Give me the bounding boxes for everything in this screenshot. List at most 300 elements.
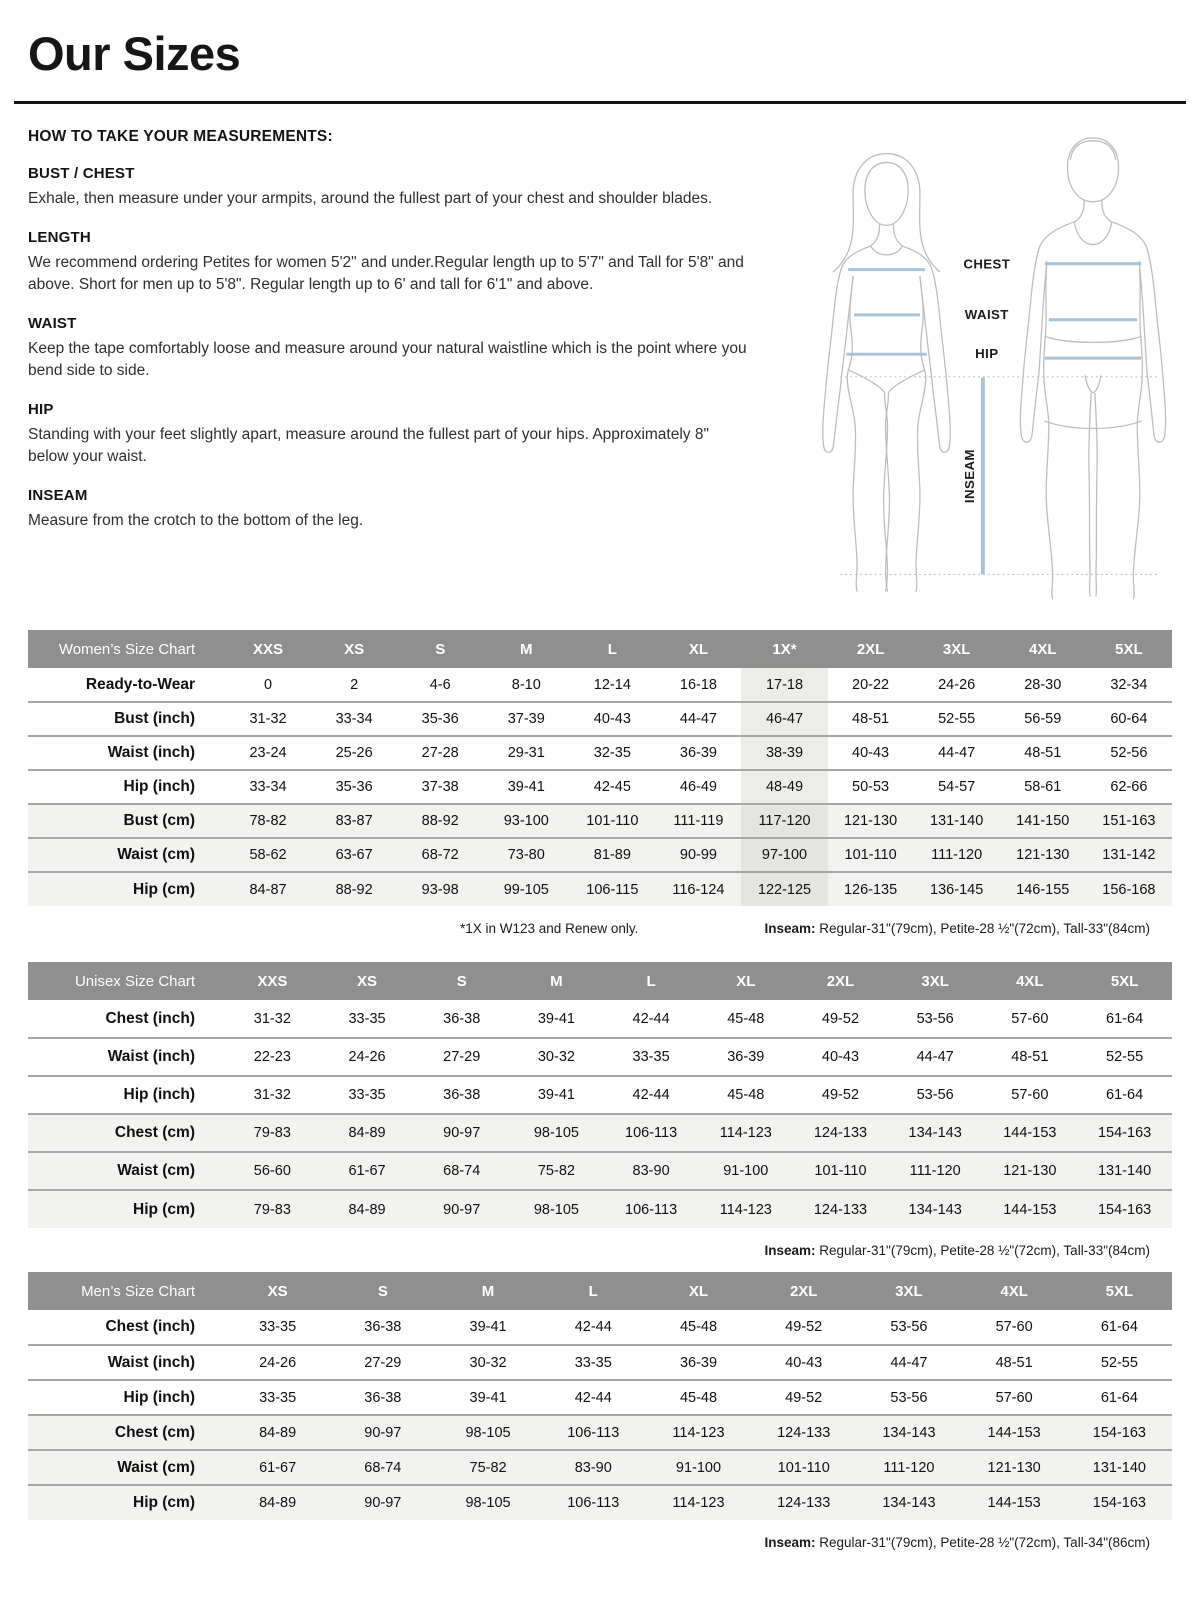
- size-cell: 106-115: [569, 872, 655, 906]
- size-cell: 28-30: [1000, 668, 1086, 702]
- size-cell: 84-89: [320, 1190, 415, 1228]
- size-cell: 48-49: [741, 770, 827, 804]
- size-cell: 44-47: [856, 1345, 961, 1380]
- column-header-3xl: 3XL: [914, 630, 1000, 668]
- size-cell: 23-24: [225, 736, 311, 770]
- size-cell: 84-89: [320, 1114, 415, 1152]
- row-label: Waist (cm): [28, 1152, 225, 1190]
- size-cell: 98-105: [509, 1114, 604, 1152]
- size-cell: 38-39: [741, 736, 827, 770]
- size-cell: 136-145: [914, 872, 1000, 906]
- size-cell: 91-100: [698, 1152, 793, 1190]
- size-cell: 49-52: [751, 1380, 856, 1415]
- table-row: [28, 668, 1172, 702]
- column-header-xxs: XXS: [225, 962, 320, 1000]
- size-cell: 144-153: [962, 1485, 1067, 1520]
- size-cell: 61-64: [1077, 1000, 1172, 1038]
- size-cell: 83-90: [604, 1152, 699, 1190]
- inseam-note: [764, 1243, 1150, 1258]
- row-label: Waist (cm): [28, 1450, 225, 1485]
- mens-size-chart-table: [28, 1272, 1172, 1520]
- size-cell: 111-119: [655, 804, 741, 838]
- size-cell: 126-135: [828, 872, 914, 906]
- size-cell: 91-100: [646, 1450, 751, 1485]
- size-cell: 88-92: [397, 804, 483, 838]
- size-cell: 121-130: [983, 1152, 1078, 1190]
- row-label: Chest (cm): [28, 1415, 225, 1450]
- column-header-m: M: [509, 962, 604, 1000]
- size-cell: 98-105: [435, 1485, 540, 1520]
- size-cell: 151-163: [1086, 804, 1172, 838]
- inseam-note-text: Regular-31"(79cm), Petite-28 ½"(72cm), Tall-33"(84cm): [815, 921, 1150, 936]
- size-cell: 106-113: [604, 1190, 699, 1228]
- size-cell: 144-153: [962, 1415, 1067, 1450]
- size-cell: 73-80: [483, 838, 569, 872]
- size-cell: 27-29: [330, 1345, 435, 1380]
- size-cell: 57-60: [962, 1310, 1067, 1345]
- size-cell: 50-53: [828, 770, 914, 804]
- column-header-3xl: 3XL: [856, 1272, 961, 1310]
- size-cell: 53-56: [888, 1000, 983, 1038]
- inseam-label: INSEAM: [962, 449, 978, 504]
- size-cell: 75-82: [509, 1152, 604, 1190]
- section-body: We recommend ordering Petites for women 5'2" and under.Regular length up to 5'7" and Tall for 5'8" and above. Short for men up to 5'8". Regular length up to 6' and tall for 6'1" and above.: [28, 254, 744, 293]
- row-label: Waist (cm): [28, 838, 225, 872]
- row-label: Chest (inch): [28, 1000, 225, 1038]
- size-cell: 114-123: [646, 1485, 751, 1520]
- size-cell: 97-100: [741, 838, 827, 872]
- size-cell: 24-26: [914, 668, 1000, 702]
- size-cell: 98-105: [509, 1190, 604, 1228]
- womens-footnotes: [28, 921, 1172, 936]
- size-cell: 134-143: [856, 1415, 961, 1450]
- size-cell: 68-74: [330, 1450, 435, 1485]
- size-cell: 31-32: [225, 702, 311, 736]
- size-cell: 114-123: [698, 1114, 793, 1152]
- row-label: Bust (inch): [28, 702, 225, 736]
- size-cell: 48-51: [1000, 736, 1086, 770]
- size-cell: 31-32: [225, 1000, 320, 1038]
- row-label: Waist (inch): [28, 736, 225, 770]
- table-row: [28, 1380, 1172, 1415]
- section-title: LENGTH: [28, 229, 91, 246]
- size-cell: 144-153: [983, 1114, 1078, 1152]
- table-title: Men’s Size Chart: [28, 1272, 225, 1310]
- size-cell: 124-133: [793, 1114, 888, 1152]
- column-header-xs: XS: [225, 1272, 330, 1310]
- column-header-xxs: XXS: [225, 630, 311, 668]
- size-cell: 60-64: [1086, 702, 1172, 736]
- size-cell: 84-89: [225, 1485, 330, 1520]
- size-cell: 44-47: [914, 736, 1000, 770]
- column-header-s: S: [330, 1272, 435, 1310]
- size-cell: 33-35: [320, 1076, 415, 1114]
- size-cell: 49-52: [751, 1310, 856, 1345]
- size-cell: 46-49: [655, 770, 741, 804]
- size-cell: 121-130: [962, 1450, 1067, 1485]
- size-cell: 75-82: [435, 1450, 540, 1485]
- size-cell: 53-56: [856, 1380, 961, 1415]
- inseam-note-label: Inseam:: [764, 921, 816, 936]
- size-cell: 45-48: [698, 1000, 793, 1038]
- mens-size-chart-section: [28, 1272, 1172, 1550]
- size-cell: 45-48: [646, 1380, 751, 1415]
- column-header-1x*: 1X*: [741, 630, 827, 668]
- table-row: [28, 1038, 1172, 1076]
- row-label: Hip (cm): [28, 872, 225, 906]
- size-cell: 111-120: [856, 1450, 961, 1485]
- size-cell: 79-83: [225, 1114, 320, 1152]
- unisex-footnotes: [28, 1243, 1172, 1258]
- size-cell: 90-97: [330, 1485, 435, 1520]
- title-divider: [14, 101, 1186, 104]
- size-cell: 79-83: [225, 1190, 320, 1228]
- column-header-l: L: [604, 962, 699, 1000]
- size-cell: 144-153: [983, 1190, 1078, 1228]
- size-cell: 53-56: [888, 1076, 983, 1114]
- size-cell: 48-51: [828, 702, 914, 736]
- size-cell: 40-43: [828, 736, 914, 770]
- size-cell: 36-39: [698, 1038, 793, 1076]
- size-cell: 61-64: [1077, 1076, 1172, 1114]
- column-header-5xl: 5XL: [1067, 1272, 1172, 1310]
- size-cell: 146-155: [1000, 872, 1086, 906]
- column-header-l: L: [569, 630, 655, 668]
- section-title: HIP: [28, 401, 54, 418]
- size-cell: 27-29: [414, 1038, 509, 1076]
- row-label: Waist (inch): [28, 1038, 225, 1076]
- size-cell: 36-38: [414, 1000, 509, 1038]
- size-cell: 49-52: [793, 1000, 888, 1038]
- table-row: [28, 1000, 1172, 1038]
- size-cell: 30-32: [435, 1345, 540, 1380]
- section-body: Measure from the crotch to the bottom of the leg.: [28, 512, 364, 529]
- size-cell: 39-41: [435, 1380, 540, 1415]
- column-header-xl: XL: [655, 630, 741, 668]
- size-cell: 32-35: [569, 736, 655, 770]
- unisex-size-chart-table: [28, 962, 1172, 1228]
- size-cell: 90-97: [330, 1415, 435, 1450]
- table-row: [28, 1415, 1172, 1450]
- size-cell: 90-97: [414, 1190, 509, 1228]
- size-cell: 101-110: [793, 1152, 888, 1190]
- size-cell: 90-99: [655, 838, 741, 872]
- size-cell: 40-43: [793, 1038, 888, 1076]
- size-cell: 46-47: [741, 702, 827, 736]
- column-header-xs: XS: [311, 630, 397, 668]
- size-cell: 45-48: [646, 1310, 751, 1345]
- size-cell: 42-44: [604, 1000, 699, 1038]
- size-cell: 57-60: [983, 1076, 1078, 1114]
- size-cell: 12-14: [569, 668, 655, 702]
- row-label: Waist (inch): [28, 1345, 225, 1380]
- column-header-2xl: 2XL: [793, 962, 888, 1000]
- table-row: [28, 770, 1172, 804]
- measurement-instructions: [28, 128, 776, 600]
- size-cell: 45-48: [698, 1076, 793, 1114]
- size-cell: 30-32: [509, 1038, 604, 1076]
- column-header-4xl: 4XL: [962, 1272, 1067, 1310]
- size-cell: 52-56: [1086, 736, 1172, 770]
- size-cell: 33-35: [225, 1380, 330, 1415]
- size-cell: 106-113: [604, 1114, 699, 1152]
- man-figure-outline: [1020, 138, 1165, 599]
- size-cell: 33-34: [225, 770, 311, 804]
- size-cell: 121-130: [828, 804, 914, 838]
- size-cell: 33-35: [541, 1345, 646, 1380]
- size-cell: 124-133: [751, 1485, 856, 1520]
- size-cell: 78-82: [225, 804, 311, 838]
- size-cell: 154-163: [1067, 1485, 1172, 1520]
- row-label: Bust (cm): [28, 804, 225, 838]
- section-bust-chest: [28, 165, 776, 210]
- womens-size-chart-table: [28, 630, 1172, 906]
- section-body: Keep the tape comfortably loose and measure around your natural waistline which is the point where you bend side to side.: [28, 340, 747, 379]
- size-cell: 61-64: [1067, 1310, 1172, 1345]
- size-cell: 154-163: [1077, 1114, 1172, 1152]
- size-cell: 37-39: [483, 702, 569, 736]
- size-cell: 2: [311, 668, 397, 702]
- size-cell: 83-90: [541, 1450, 646, 1485]
- size-cell: 33-35: [320, 1000, 415, 1038]
- size-cell: 62-66: [1086, 770, 1172, 804]
- size-cell: 124-133: [751, 1415, 856, 1450]
- table-title: Women’s Size Chart: [28, 630, 225, 668]
- column-header-5xl: 5XL: [1077, 962, 1172, 1000]
- size-cell: 58-61: [1000, 770, 1086, 804]
- size-cell: 42-45: [569, 770, 655, 804]
- size-cell: 156-168: [1086, 872, 1172, 906]
- size-cell: 106-113: [541, 1415, 646, 1450]
- woman-figure-outline: [823, 154, 950, 592]
- row-label: Chest (cm): [28, 1114, 225, 1152]
- size-cell: 36-38: [330, 1310, 435, 1345]
- column-header-xl: XL: [698, 962, 793, 1000]
- size-cell: 52-55: [914, 702, 1000, 736]
- section-hip: [28, 401, 776, 468]
- size-cell: 63-67: [311, 838, 397, 872]
- size-cell: 154-163: [1077, 1190, 1172, 1228]
- size-cell: 37-38: [397, 770, 483, 804]
- row-label: Hip (inch): [28, 770, 225, 804]
- size-cell: 40-43: [569, 702, 655, 736]
- section-title: INSEAM: [28, 487, 88, 504]
- column-header-3xl: 3XL: [888, 962, 983, 1000]
- row-label: Chest (inch): [28, 1310, 225, 1345]
- row-label: Hip (cm): [28, 1485, 225, 1520]
- size-cell: 134-143: [856, 1485, 961, 1520]
- size-cell: 27-28: [397, 736, 483, 770]
- size-cell: 42-44: [541, 1380, 646, 1415]
- row-label: Hip (inch): [28, 1076, 225, 1114]
- size-cell: 40-43: [751, 1345, 856, 1380]
- row-label: Hip (inch): [28, 1380, 225, 1415]
- size-cell: 39-41: [483, 770, 569, 804]
- mens-footnotes: [28, 1535, 1172, 1550]
- size-cell: 84-87: [225, 872, 311, 906]
- size-cell: 24-26: [320, 1038, 415, 1076]
- size-cell: 24-26: [225, 1345, 330, 1380]
- size-cell: 17-18: [741, 668, 827, 702]
- size-cell: 39-41: [509, 1076, 604, 1114]
- size-cell: 122-125: [741, 872, 827, 906]
- size-cell: 49-52: [793, 1076, 888, 1114]
- instructions-heading: HOW TO TAKE YOUR MEASUREMENTS:: [28, 128, 333, 145]
- size-cell: 101-110: [828, 838, 914, 872]
- size-cell: 131-140: [1077, 1152, 1172, 1190]
- section-title: WAIST: [28, 315, 77, 332]
- size-cell: 52-55: [1067, 1345, 1172, 1380]
- size-cell: 154-163: [1067, 1415, 1172, 1450]
- size-cell: 116-124: [655, 872, 741, 906]
- size-cell: 131-140: [1067, 1450, 1172, 1485]
- size-cell: 25-26: [311, 736, 397, 770]
- table-title: Unisex Size Chart: [28, 962, 225, 1000]
- size-cell: 84-89: [225, 1415, 330, 1450]
- size-cell: 54-57: [914, 770, 1000, 804]
- section-body: Exhale, then measure under your armpits, around the fullest part of your chest and shoulder blades.: [28, 190, 713, 207]
- column-header-4xl: 4XL: [983, 962, 1078, 1000]
- column-header-m: M: [483, 630, 569, 668]
- footnote-1x: *1X in W123 and Renew only.: [460, 921, 639, 936]
- inseam-note-label: Inseam:: [764, 1243, 816, 1258]
- section-waist: [28, 315, 776, 382]
- column-header-2xl: 2XL: [751, 1272, 856, 1310]
- column-header-5xl: 5XL: [1086, 630, 1172, 668]
- size-cell: 61-67: [225, 1450, 330, 1485]
- size-cell: 0: [225, 668, 311, 702]
- size-cell: 48-51: [962, 1345, 1067, 1380]
- size-cell: 88-92: [311, 872, 397, 906]
- size-cell: 33-34: [311, 702, 397, 736]
- size-cell: 134-143: [888, 1114, 983, 1152]
- column-header-m: M: [435, 1272, 540, 1310]
- top-section: [28, 128, 1172, 600]
- size-cell: 117-120: [741, 804, 827, 838]
- size-cell: 121-130: [1000, 838, 1086, 872]
- table-row: [28, 1345, 1172, 1380]
- size-cell: 42-44: [541, 1310, 646, 1345]
- chest-label: CHEST: [963, 256, 1011, 272]
- waist-label: WAIST: [964, 306, 1009, 322]
- size-cell: 39-41: [509, 1000, 604, 1038]
- table-row: [28, 702, 1172, 736]
- size-cell: 8-10: [483, 668, 569, 702]
- size-cell: 56-60: [225, 1152, 320, 1190]
- size-cell: 83-87: [311, 804, 397, 838]
- size-cell: 29-31: [483, 736, 569, 770]
- page-title: Our Sizes: [28, 27, 241, 80]
- column-header-2xl: 2XL: [828, 630, 914, 668]
- size-cell: 33-35: [225, 1310, 330, 1345]
- size-cell: 20-22: [828, 668, 914, 702]
- size-cell: 111-120: [888, 1152, 983, 1190]
- row-label: Ready-to-Wear: [28, 668, 225, 702]
- table-row: [28, 1485, 1172, 1520]
- table-row: [28, 1310, 1172, 1345]
- column-header-s: S: [414, 962, 509, 1000]
- size-cell: 134-143: [888, 1190, 983, 1228]
- unisex-size-chart-section: [28, 962, 1172, 1258]
- section-body: Standing with your feet slightly apart, measure around the fullest part of your hips. Approximately 8" below your waist.: [28, 426, 709, 465]
- size-cell: 101-110: [751, 1450, 856, 1485]
- body-measurement-illustration: [780, 130, 1172, 600]
- size-cell: 22-23: [225, 1038, 320, 1076]
- size-cell: 16-18: [655, 668, 741, 702]
- size-cell: 98-105: [435, 1415, 540, 1450]
- size-cell: 131-140: [914, 804, 1000, 838]
- size-cell: 81-89: [569, 838, 655, 872]
- table-row: [28, 872, 1172, 906]
- size-cell: 31-32: [225, 1076, 320, 1114]
- size-cell: 90-97: [414, 1114, 509, 1152]
- size-cell: 36-39: [646, 1345, 751, 1380]
- size-cell: 106-113: [541, 1485, 646, 1520]
- size-cell: 32-34: [1086, 668, 1172, 702]
- size-cell: 131-142: [1086, 838, 1172, 872]
- size-cell: 35-36: [397, 702, 483, 736]
- size-cell: 93-98: [397, 872, 483, 906]
- size-cell: 39-41: [435, 1310, 540, 1345]
- table-row: [28, 1190, 1172, 1228]
- size-cell: 141-150: [1000, 804, 1086, 838]
- size-cell: 68-74: [414, 1152, 509, 1190]
- table-row: [28, 1450, 1172, 1485]
- size-cell: 48-51: [983, 1038, 1078, 1076]
- size-cell: 35-36: [311, 770, 397, 804]
- size-cell: 53-56: [856, 1310, 961, 1345]
- size-cell: 36-38: [414, 1076, 509, 1114]
- size-cell: 68-72: [397, 838, 483, 872]
- size-cell: 52-55: [1077, 1038, 1172, 1076]
- size-cell: 57-60: [983, 1000, 1078, 1038]
- size-cell: 61-67: [320, 1152, 415, 1190]
- column-header-l: L: [541, 1272, 646, 1310]
- column-header-xs: XS: [320, 962, 415, 1000]
- size-cell: 99-105: [483, 872, 569, 906]
- size-cell: 124-133: [793, 1190, 888, 1228]
- section-title: BUST / CHEST: [28, 165, 135, 182]
- hip-label: HIP: [975, 346, 999, 362]
- row-label: Hip (cm): [28, 1190, 225, 1228]
- size-cell: 57-60: [962, 1380, 1067, 1415]
- size-cell: 44-47: [888, 1038, 983, 1076]
- size-cell: 4-6: [397, 668, 483, 702]
- inseam-note: [764, 921, 1150, 936]
- size-cell: 114-123: [646, 1415, 751, 1450]
- size-cell: 114-123: [698, 1190, 793, 1228]
- measurement-diagram: [780, 128, 1172, 600]
- table-row: [28, 1076, 1172, 1114]
- section-length: [28, 229, 776, 296]
- table-row: [28, 804, 1172, 838]
- table-row: [28, 1152, 1172, 1190]
- size-cell: 61-64: [1067, 1380, 1172, 1415]
- size-cell: 44-47: [655, 702, 741, 736]
- size-cell: 42-44: [604, 1076, 699, 1114]
- table-row: [28, 1114, 1172, 1152]
- column-header-4xl: 4XL: [1000, 630, 1086, 668]
- inseam-note-text: Regular-31"(79cm), Petite-28 ½"(72cm), Tall-33"(84cm): [815, 1243, 1150, 1258]
- column-header-s: S: [397, 630, 483, 668]
- size-cell: 101-110: [569, 804, 655, 838]
- size-cell: 111-120: [914, 838, 1000, 872]
- size-cell: 93-100: [483, 804, 569, 838]
- inseam-note: [764, 1535, 1150, 1550]
- column-header-xl: XL: [646, 1272, 751, 1310]
- size-cell: 56-59: [1000, 702, 1086, 736]
- womens-size-chart-section: [28, 630, 1172, 936]
